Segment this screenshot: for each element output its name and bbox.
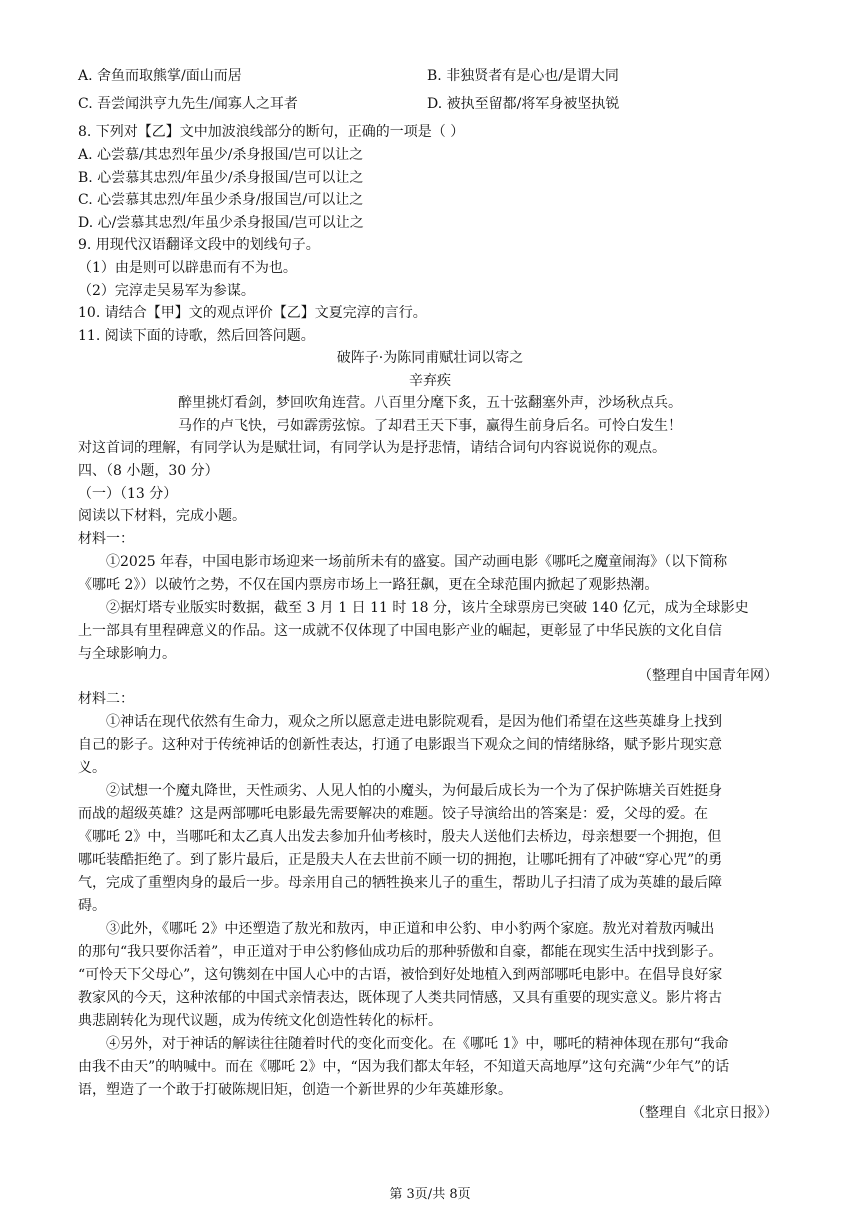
material2-p4-line: ④另外，对于神话的解读往往随着时代的变化而变化。在《哪吒 1》中，哪吒的精神体现在那句“我命 [106,1036,729,1052]
q8-stem: 8. 下列对【乙】文中加波浪线部分的断句，正确的一项是（ ） [78,124,465,140]
material1-p2-line: 上一部具有里程碑意义的作品。这一成就不仅体现了中国电影产业的崛起，更彰显了中华民族的文化自信 [78,623,722,639]
q9-sentence-2: （2）完淳走吴易军为参谋。 [78,283,255,299]
material2-p4-line: 语，塑造了一个敢于打破陈规旧矩，创造一个新世界的少年英雄形象。 [78,1082,512,1098]
material2-p3-line: 教家风的今天，这种浓郁的中国式亲情表达，既体现了人类共同情感，又具有重要的现实意义。影片将古 [78,990,722,1006]
material2-p3-line: 的那句“我只要你活着”，申正道对于申公豹修仙成功后的那种骄傲和自豪，都能在现实生活中找到影子。 [78,944,723,960]
material2-p4-line: 由我不由天”的呐喊中。而在《哪吒 2》中，“因为我们都太年轻，不知道天高地厚”这句充满“少年气”的话 [78,1059,730,1075]
material2-p1-line: 义。 [78,760,106,776]
section-intro: 阅读以下材料，完成小题。 [78,508,246,524]
material2-p2-line: 哪吒装酷拒绝了。到了影片最后，正是殷夫人在去世前不顾一切的拥抱，让哪吒拥有了冲破“穿心咒”的勇 [78,852,723,868]
material2-p1-line: 自己的影子。这种对于传统神话的创新性表达，打通了电影跟当下观众之间的情绪脉络，赋予影片现实意 [78,737,722,753]
material2-p2-line: 而战的超级英雄？这是两部哪吒电影最先需要解决的难题。饺子导演给出的答案是：爱，父母的爱。在 [78,806,708,822]
subsection-heading: （一）（13 分） [78,486,178,502]
q8-option-a: A. 心尝慕/其忠烈年虽少/杀身报国/岂可以让之 [78,147,364,163]
poem-title: 破阵子·为陈同甫赋壮词以寄之 [336,350,524,366]
poem-author: 辛弃疾 [409,373,451,389]
q11-stem: 11. 阅读下面的诗歌，然后回答问题。 [78,328,315,344]
q10-stem: 10. 请结合【甲】文的观点评价【乙】文夏完淳的言行。 [78,305,427,321]
material2-p3-line: 典悲剧转化为现代议题，成为传统文化创造性转化的标杆。 [78,1013,442,1029]
material2-p2-line: ②试想一个魔丸降世，天性顽劣、人见人怕的小魔头，为何最后成长为一个为了保护陈塘关百姓挺身 [106,783,722,799]
q8-option-d: D. 心/尝慕其忠烈/年虽少杀身报国/岂可以让之 [78,215,364,231]
material1-p1-line: ①2025 年春，中国电影市场迎来一场前所未有的盛宴。国产动画电影《哪吒之魔童闹海》（以下简称 [106,554,728,570]
q8-option-c: C. 心尝慕其忠烈/年虽少杀身/报国岂/可以让之 [78,192,364,208]
material1-p2-line: 与全球影响力。 [78,646,176,662]
material1-p1-line: 《哪吒 2》）以破竹之势，不仅在国内票房市场上一路狂飙，更在全球范围内掀起了观影热潮。 [78,577,659,593]
q8-option-b: B. 心尝慕其忠烈/年虽少/杀身报国/岂可以让之 [78,170,364,186]
q7-option-a: A. 舍鱼而取熊掌/面山而居 [78,68,242,84]
q9-stem: 9. 用现代汉语翻译文段中的划线句子。 [78,237,320,253]
material1-source: （整理自中国青年网） [638,668,778,684]
section-heading: 四、（8 小题，30 分） [78,463,219,479]
material2-p3-line: “可怜天下父母心”，这句镌刻在中国人心中的古语，被恰到好处地植入到两部哪吒电影中。在倡导良好家 [78,967,723,983]
material2-p3-line: ③此外，《哪吒 2》中还塑造了敖光和敖丙，申正道和申公豹、申小豹两个家庭。敖光对着敖丙喊出 [106,921,715,937]
poem-verse-1: 醉里挑灯看剑，梦回吹角连营。八百里分麾下炙，五十弦翻塞外声，沙场秋点兵。 [178,395,682,411]
q9-sentence-1: （1）由是则可以辟患而有不为也。 [78,260,297,276]
material2-source: （整理自《北京日报》） [631,1105,778,1121]
q7-option-d: D. 被执至留都/将军身被坚执锐 [427,96,620,112]
poem-verse-2: 马作的卢飞快，弓如霹雳弦惊。了却君王天下事，赢得生前身后名。可怜白发生！ [178,418,682,434]
material1-label: 材料一： [78,531,134,547]
material2-p2-line: 《哪吒 2》中，当哪吒和太乙真人出发去参加升仙考核时，殷夫人送他们去桥边，母亲想要一个拥抱，但 [78,829,722,845]
q7-option-b: B. 非独贤者有是心也/是谓大同 [427,68,619,84]
material2-p2-line: 气，完成了重塑肉身的最后一步。母亲用自己的牺牲换来儿子的重生，帮助儿子扫清了成为英雄的最后障 [78,875,722,891]
q11-question: 对这首词的理解，有同学认为是赋壮词，有同学认为是抒悲情，请结合词句内容说说你的观点。 [78,440,666,456]
material1-p2-line: ②据灯塔专业版实时数据，截至 3 月 1 日 11 时 18 分，该片全球票房已突破 140 亿元，成为全球影史 [106,600,749,616]
material2-p2-line: 碍。 [78,898,106,914]
material2-p1-line: ①神话在现代依然有生命力，观众之所以愿意走进电影院观看，是因为他们希望在这些英雄身上找到 [106,714,722,730]
material2-label: 材料二： [78,691,134,707]
page-number: 第 3页/共 8页 [389,1187,471,1202]
q7-option-c: C. 吾尝闻洪亨九先生/闻寡人之耳者 [78,96,298,112]
